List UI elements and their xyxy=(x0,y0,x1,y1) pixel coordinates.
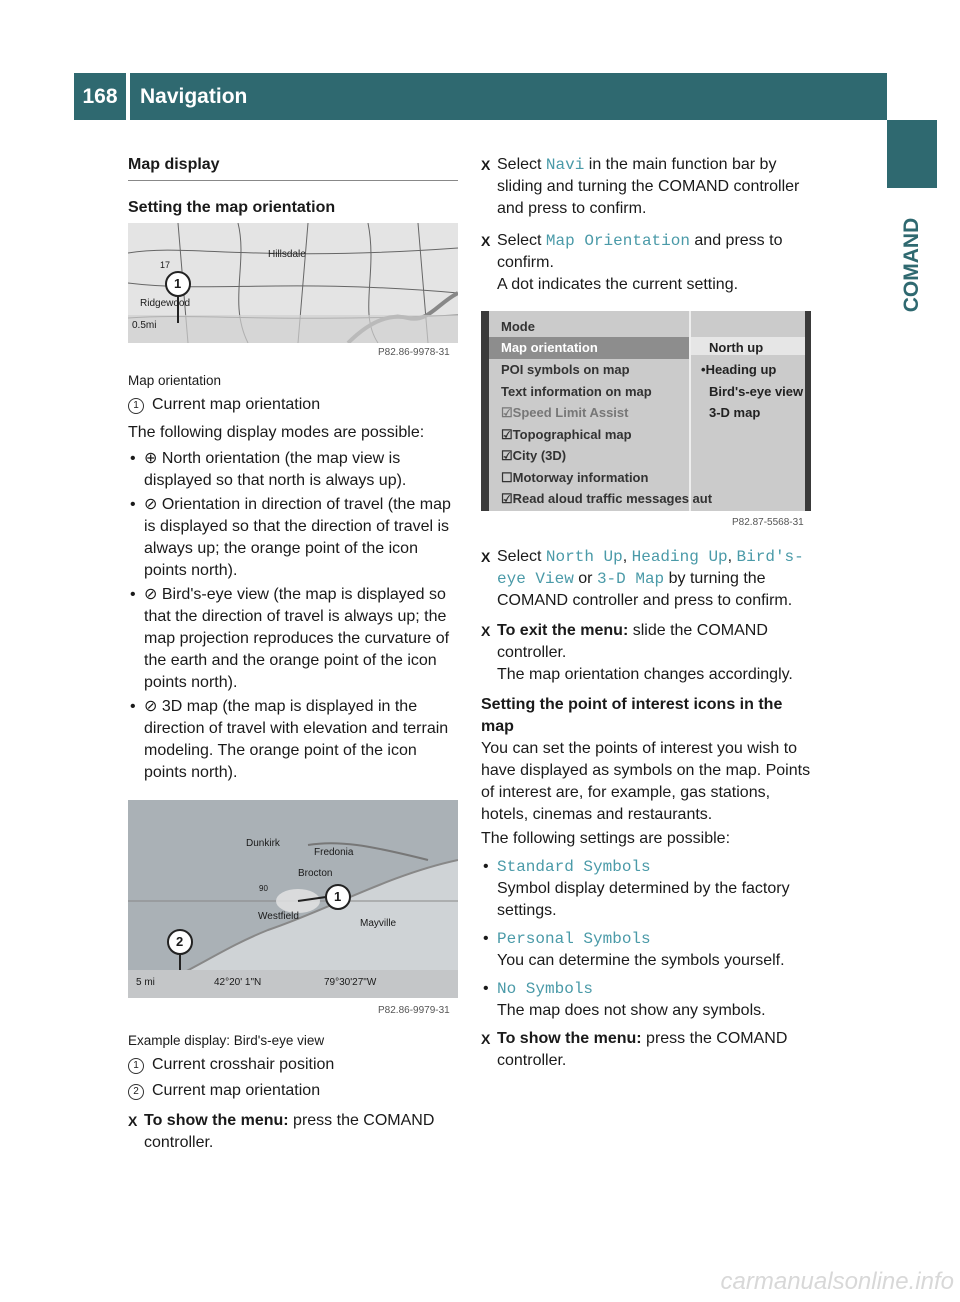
option-item: • No Symbols xyxy=(481,978,813,1000)
option-3d-map[interactable]: 3-D map xyxy=(709,405,761,420)
menu-item-text-info[interactable]: Text information on map xyxy=(501,384,652,399)
birdseye-map-image: 1 2 Dunkirk Fredonia Brocton Westfield Mayville 90 5 mi 42°20' 1"N 79°30'27"W xyxy=(128,800,458,998)
caption-item: Current map orientation xyxy=(152,396,321,413)
checkbox-icon: ☑ xyxy=(501,491,513,506)
watermark: carmanualsonline.info xyxy=(720,1268,954,1295)
subsection-title: Setting the map orientation xyxy=(128,199,336,216)
menu-item-topographical[interactable]: ☑Topographical map xyxy=(501,427,632,442)
page-title: Navigation xyxy=(130,73,887,120)
menu-item-speed-limit[interactable]: ☑Speed Limit Assist xyxy=(501,405,629,420)
menu-item-map-orientation[interactable]: Map orientation xyxy=(501,340,598,355)
longitude: 79°30'27"W xyxy=(324,977,377,988)
checkbox-icon: ☑ xyxy=(501,427,513,442)
north-icon: ⊕ xyxy=(144,450,162,467)
side-tab xyxy=(887,190,937,340)
menu-item-city-3d[interactable]: ☑City (3D) xyxy=(501,448,567,463)
scale-label: 5 mi xyxy=(136,977,155,988)
birdseye-icon: ⊘ xyxy=(144,586,162,603)
figure-caption: Example display: Bird's-eye view xyxy=(128,1033,325,1048)
right-column xyxy=(481,154,813,296)
option-desc: The map does not show any symbols. xyxy=(497,1002,766,1019)
map-orientation-image: 1 Hillsdale Ridgewood 0.5mi 17 xyxy=(128,223,458,343)
map-label: Ridgewood xyxy=(140,298,191,309)
road-number: 90 xyxy=(259,884,268,893)
page-number: 168 xyxy=(74,73,126,120)
instruction-step: X Select Map Orientation and press to confirm. xyxy=(481,230,813,274)
menu-item-mode[interactable]: Mode xyxy=(501,319,535,334)
caption-item: Current crosshair position xyxy=(152,1056,335,1073)
section-heading: Setting the point of interest icons in the map xyxy=(481,696,783,735)
mode-item: • ⊘ 3D map (the map is displayed in the direction of travel with elevation and terrain modeling. The orange point of the icon points north). xyxy=(128,696,460,784)
section-title: Map display xyxy=(128,154,458,181)
image-code: P82.87-5568-31 xyxy=(732,517,804,528)
map-label: Fredonia xyxy=(314,847,354,858)
instruction-note: A dot indicates the current setting. xyxy=(497,276,739,293)
intro-text: The following display modes are possible: xyxy=(128,424,425,441)
instruction-result: The map orientation changes accordingly. xyxy=(497,666,793,683)
instruction-step: X To show the menu: press the COMAND controller. xyxy=(128,1110,460,1154)
instruction-step: X Select North Up, Heading Up, Bird's-eye View or 3-D Map by turning the COMAND controller and press to confirm. xyxy=(481,546,813,612)
checkbox-empty-icon: ☐ xyxy=(501,470,513,485)
checkbox-icon: ☑ xyxy=(501,405,513,420)
map-label: Mayville xyxy=(360,918,397,929)
option-desc: Symbol display determined by the factory settings. xyxy=(497,880,790,919)
instruction-step: X To exit the menu: slide the COMAND controller. xyxy=(481,620,813,664)
option-north-up[interactable]: North up xyxy=(709,340,764,355)
map-terrain xyxy=(128,800,458,998)
option-desc: You can determine the symbols yourself. xyxy=(497,952,785,969)
side-tab-label: COMAND xyxy=(900,217,923,313)
option-heading-up[interactable]: •Heading up xyxy=(701,362,777,377)
paragraph: You can set the points of interest you wish to have displayed as symbols on the map. Points of interest are, for example, gas stations, hotels, cinemas and restaurants. xyxy=(481,740,811,823)
left-body-2: Example display: Bird's-eye view 1 Current crosshair position 2 Current map orientation X To show the menu: press the COMAND controller. xyxy=(128,1030,460,1154)
right-body xyxy=(481,546,813,1072)
road-number: 17 xyxy=(160,260,171,270)
image-code: P82.86-9979-31 xyxy=(378,1005,450,1016)
option-birdseye[interactable]: Bird's-eye view xyxy=(709,384,804,399)
instruction-step: X Select Navi in the main function bar by sliding and turning the COMAND controller and press to confirm. xyxy=(481,154,813,220)
paragraph: The following settings are possible: xyxy=(481,830,731,847)
caption-item: Current map orientation xyxy=(152,1082,321,1099)
image-code: P82.86-9978-31 xyxy=(378,347,450,358)
map-label: Hillsdale xyxy=(268,249,306,260)
selected-dot-icon: • xyxy=(701,362,706,377)
mode-item: • ⊘ Orientation in direction of travel (the map is displayed so that the direction of travel is always up; the orange point of the icon points north). xyxy=(128,494,460,582)
menu-screenshot xyxy=(481,311,811,511)
instruction-step: X To show the menu: press the COMAND controller. xyxy=(481,1028,813,1072)
latitude: 42°20' 1"N xyxy=(214,977,262,988)
figure-caption: Map orientation xyxy=(128,373,222,388)
map3d-icon: ⊘ xyxy=(144,698,162,715)
menu-item-poi[interactable]: POI symbols on map xyxy=(501,362,630,377)
option-item: • Personal Symbols xyxy=(481,928,813,950)
option-item: • Standard Symbols xyxy=(481,856,813,878)
side-tab-block xyxy=(887,120,937,188)
map-label: Brocton xyxy=(298,868,333,879)
scale-label: 0.5mi xyxy=(132,320,157,331)
map-label: Westfield xyxy=(258,911,299,922)
left-column xyxy=(128,154,458,219)
mode-item: • ⊕ North orientation (the map view is displayed so that north is always up). xyxy=(128,448,460,492)
menu-item-traffic[interactable]: ☑Read aloud traffic messages aut xyxy=(501,491,713,506)
checkbox-icon: ☑ xyxy=(501,448,513,463)
map-label: Dunkirk xyxy=(246,838,280,849)
menu-item-motorway[interactable]: ☐Motorway information xyxy=(501,470,649,485)
left-body: Map orientation 1 Current map orientation The following display modes are possible: • ⊕ North orientation (the map view is displayed so that north is always up). • ⊘ Orientation in direction of travel (the map is displayed so that the direction of travel is always up; the orange point of the icon points north). • ⊘ Bird's-eye view (the map is displayed so that the direction of travel is always up; the map projection reproduces the curvature of the earth and the orange point of the icon points north). • ⊘ 3D map (the map is displayed in the direction of travel with elevation and terrain modeling. The orange point of the icon points north). xyxy=(128,370,460,784)
mode-item: • ⊘ Bird's-eye view (the map is displayed so that the direction of travel is always up; the map projection reproduces the curvature of the earth and the orange point of the icon points north). xyxy=(128,584,460,694)
heading-icon: ⊘ xyxy=(144,496,162,513)
